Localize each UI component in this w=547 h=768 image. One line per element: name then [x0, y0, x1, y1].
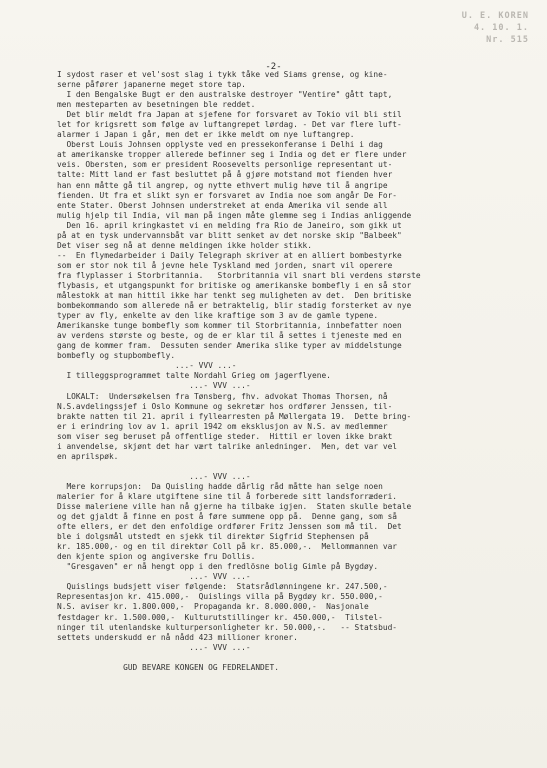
stamp-line: U. E. KOREN — [461, 11, 529, 21]
text-line: er i erindring lov av 1. april 1942 om eksklusjon av N.S. av medlemmer — [57, 421, 388, 431]
text-line: men mesteparten av besetningen ble reddet. — [57, 100, 256, 110]
text-line: kr. 185.000,- og en til direktør Coll på kr. 85.000,-. Mellommannen var — [57, 542, 398, 552]
archive-stamp — [419, 10, 529, 46]
text-line: festdager kr. 1.500.000,- Kulturutstillinger kr. 450.000,- Tilstel- — [57, 612, 383, 622]
text-line: typer av fly, enkelte av den like kraftige som 3 av de gamle typene. — [57, 311, 379, 321]
text-line: GUD BEVARE KONGEN OG FEDRELANDET. — [57, 662, 279, 672]
text-line: ...- VVV ...- — [57, 381, 251, 391]
text-line: "Gresgaven" er nå hengt opp i den fredlösne bolig Gimle på Bygdøy. — [57, 562, 379, 572]
text-line: talte: Mitt land er fast besluttet på å gjøre motstand mot fienden hver — [57, 170, 393, 180]
text-line: ble i dolgsmål utstedt en sjekk til direktør Sigfrid Stephensen på — [57, 532, 369, 542]
text-line: flybasis, et utgangspunkt for britiske og amerikanske bombefly i en så stor — [57, 280, 412, 290]
text-line: veis. Obersten, som er president Roosevelts personlige representant ut- — [57, 160, 393, 170]
document-body — [57, 70, 527, 673]
text-line: Det viser seg nå at denne meldingen ikke holder stikk. — [57, 240, 313, 250]
text-line: bombefly og stupbombefly. — [57, 351, 176, 361]
text-line: at amerikanske tropper allerede befinner seg i India og det er flere under — [57, 150, 407, 160]
text-line: malerier for å klare utgiftene sine til å forberede sitt landsforræderi. — [57, 491, 398, 501]
text-line: ente Stater. Oberst Johnsen understreket at enda Amerika vil sende all — [57, 200, 388, 210]
text-line: alarmer i Japan i går, men det er ikke meldt om nye luftangrep. — [57, 130, 355, 140]
text-line: Det blir meldt fra Japan at sjefene for forsvaret av Tokio vil bli stil — [57, 110, 402, 120]
text-line: ...- VVV ...- — [57, 572, 251, 582]
text-line: bombekommando som allerede nå er betraktelig, blir stadig forsterket av nye — [57, 301, 412, 311]
text-line: LOKALT: Undersøkelsen fra Tønsberg, fhv. advokat Thomas Thorsen, nå — [57, 391, 388, 401]
page-number: -2- — [265, 62, 282, 72]
text-line: fienden. Ut fra et slikt syn er forsvaret av India noe som angår De For- — [57, 190, 398, 200]
text-line: serne påfører japanerne meget store tap. — [57, 80, 246, 90]
text-line: let for krigsrett som følge av luftangrepet lørdag. - Det var flere luft- — [57, 120, 402, 130]
text-line: Disse maleriene ville han nå gjerne ha tilbake igjen. Staten skulle betale — [57, 502, 412, 512]
text-line: han enn måtte gå til angrep, og nytte ethvert mulig høve til å angripe — [57, 180, 388, 190]
text-line: Amerikanske tunge bombefly som kommer til Storbritannia, innbefatter noen — [57, 321, 402, 331]
stamp-line: Nr. 515 — [486, 35, 529, 45]
text-line: ...- VVV ...- — [57, 361, 237, 371]
text-line: fra flyplasser i Storbritannia. Storbritannia vil snart bli verdens største — [57, 270, 421, 280]
text-line: N.S.avdelingssjef i Oslo Kommune og sekretær hos ordfører Jenssen, til- — [57, 401, 393, 411]
text-line: ninger til utenlandske kulturpersonligheter kr. 50.000,-. -- Statsbud- — [57, 622, 398, 632]
text-line: ...- VVV ...- — [57, 471, 251, 481]
text-line: ofte ellers, er det den enfoldige ordfører Fritz Jenssen som må til. Det — [57, 522, 402, 532]
text-line: målestokk at man hittil ikke har tenkt seg muligheten av det. Den britiske — [57, 291, 412, 301]
text-line — [57, 653, 527, 663]
text-line: Mere korrupsjon: Da Quisling hadde dårlig råd måtte han selge noen — [57, 481, 383, 491]
text-line: i anvendelse, skjønt det har vært talrike anledninger. Men, det var vel — [57, 441, 398, 451]
text-line: Oberst Louis Johnsen opplyste ved en pressekonferanse i Delhi i dag — [57, 140, 383, 150]
text-line: på at en tysk undervannsbåt var blitt senket av det norske skip "Balbeek" — [57, 230, 402, 240]
text-line: settets underskudd er nå nådd 423 millioner kroner. — [57, 632, 298, 642]
text-line: av verdens største og beste, og de er klar til å settes i tjeneste med en — [57, 331, 402, 341]
text-line: I sydost raser et vel'sost slag i tykk tåke ved Siams grense, og kine- — [57, 70, 388, 79]
text-line: gang de kommer fram. Dessuten sender Amerika slike typer av middelstunge — [57, 341, 402, 351]
text-line — [57, 462, 527, 472]
text-line: mulig hjelp til India, vil man på ingen måte glemme seg i Indias anliggende — [57, 210, 412, 220]
text-line: som viser seg beruset på offentlige steder. Hittil er loven ikke brakt — [57, 431, 393, 441]
text-line: ...- VVV ...- — [57, 642, 251, 652]
text-line: N.S. aviser kr. 1.800.000,- Propaganda kr. 8.000.000,- Nasjonale — [57, 602, 369, 612]
text-line: Quislings budsjett viser følgende: Statsrådlønningene kr. 247.500,- — [57, 582, 388, 592]
text-line: -- En flymedarbeider i Daily Telegraph skriver at en alliert bombestyrke — [57, 250, 402, 260]
text-line: den kjente spion og angiverske fru Dollis. — [57, 552, 256, 562]
text-line: brakte natten til 21. april i fyllearresten på Møllergata 19. Dette bring- — [57, 411, 412, 421]
text-line: en aprilspøk. — [57, 451, 119, 461]
text-line: I den Bengalske Bugt er den australske destroyer "Ventire" gått tapt, — [57, 90, 393, 100]
text-line: og det gjaldt å finne en post å føre summene opp på. Denne gang, som så — [57, 512, 398, 522]
text-line: som er stor nok til å jevne hele Tyskland med jorden, snart vil operere — [57, 260, 393, 270]
text-line: I tilleggsprogrammet talte Nordahl Grieg om jagerflyene. — [57, 371, 331, 381]
text-line: Den 16. april kringkastet vi en melding fra Rio de Janeiro, som gikk ut — [57, 220, 402, 230]
stamp-line: 4. 10. 1. — [473, 23, 529, 33]
text-line: Representasjon kr. 415.000,- Quislings villa på Bygdøy kr. 550.000,- — [57, 592, 383, 602]
